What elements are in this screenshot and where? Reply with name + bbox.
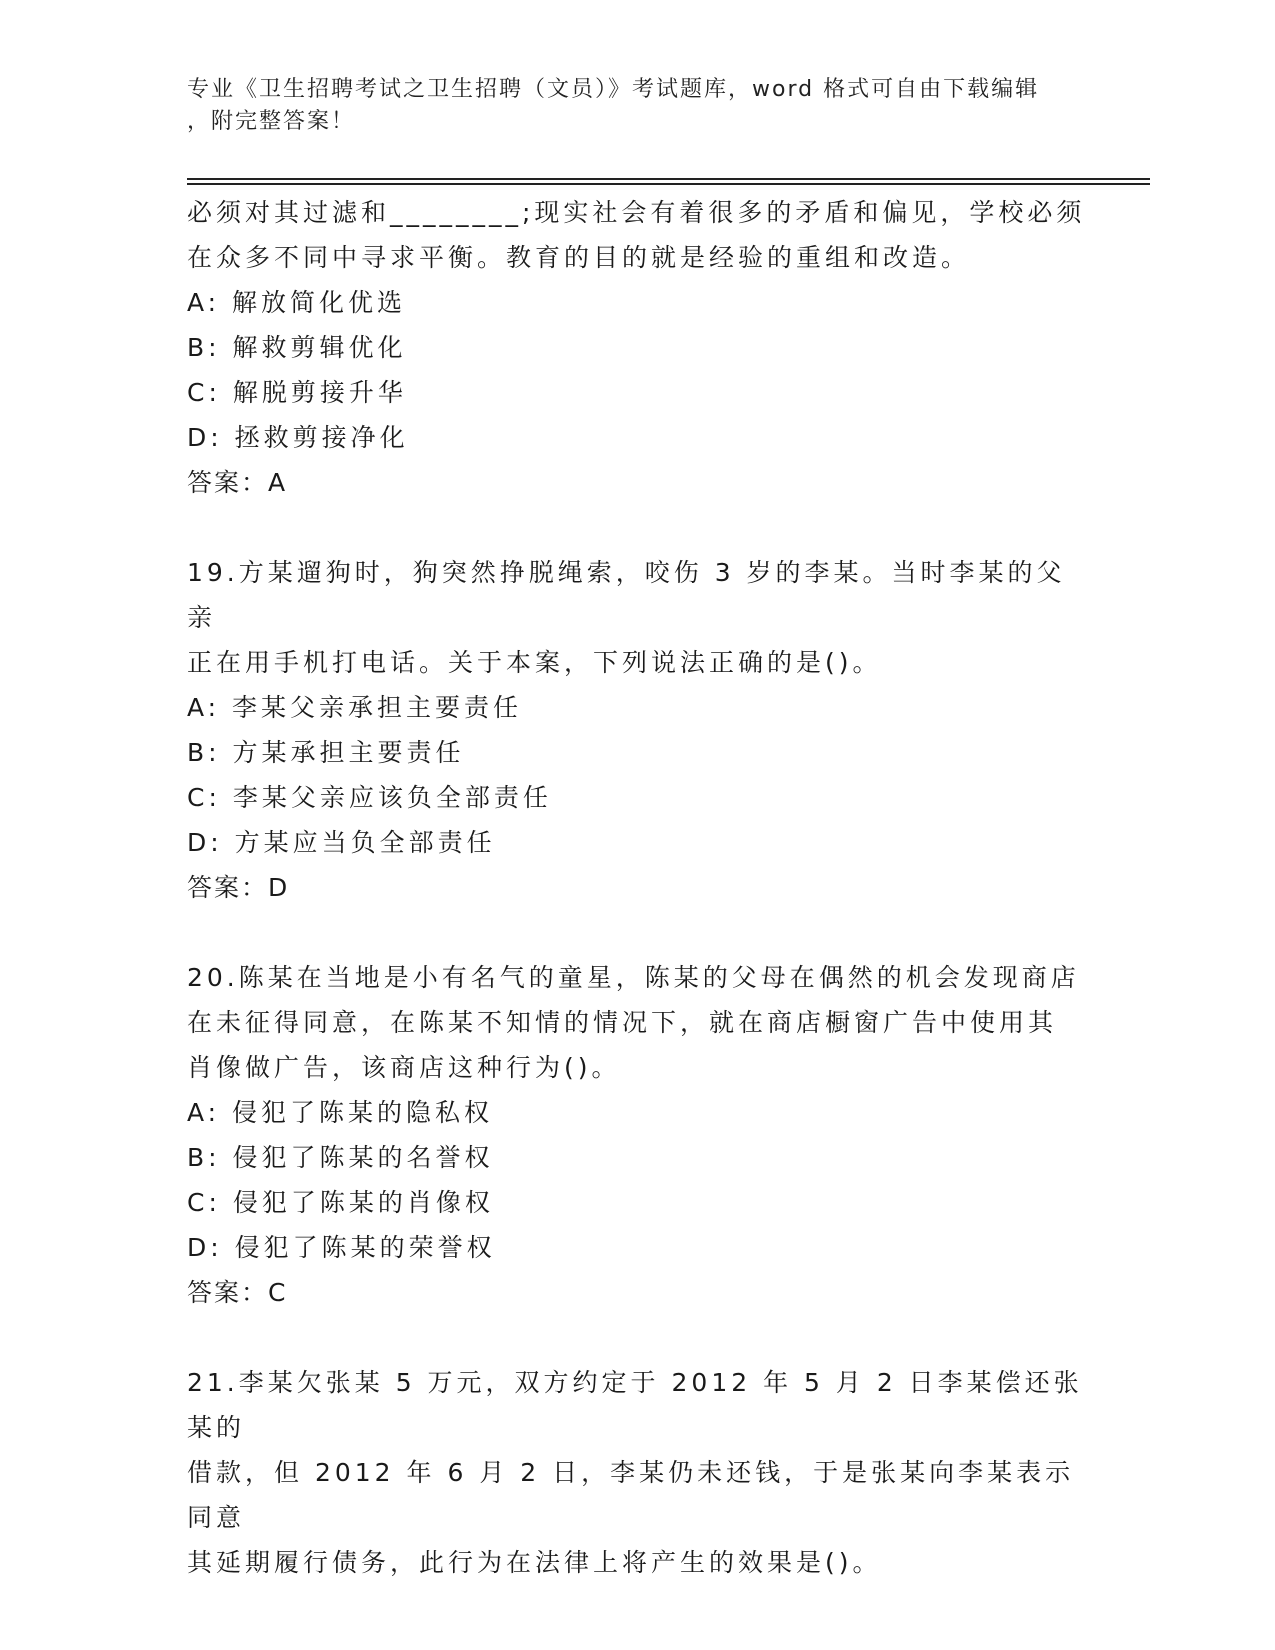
option-b: B: 侵犯了陈某的名誉权: [187, 1143, 494, 1172]
header-rule-top: [187, 178, 1150, 180]
page-header: [187, 74, 1067, 138]
option-b: B: 方某承担主要责任: [187, 738, 465, 767]
question-text-line: 在未征得同意，在陈某不知情的情况下，就在商店橱窗广告中使用其: [187, 1008, 1058, 1037]
question-text-line: 必须对其过滤和________;现实社会有着很多的矛盾和偏见，学校必须: [187, 198, 1086, 227]
option-a: A: 李某父亲承担主要责任: [187, 693, 523, 722]
question-text-line: 在众多不同中寻求平衡。教育的目的就是经验的重组和改造。: [187, 243, 971, 272]
option-d: D: 侵犯了陈某的荣誉权: [187, 1233, 496, 1262]
option-d: D: 拯救剪接净化: [187, 423, 409, 452]
header-line-2: ，附完整答案！: [187, 109, 356, 134]
question-text-line: 其延期履行债务，此行为在法律上将产生的效果是()。: [187, 1548, 882, 1577]
option-a: A: 侵犯了陈某的隐私权: [187, 1098, 494, 1127]
question-text-line: 19.方某遛狗时，狗突然挣脱绳索，咬伤 3 岁的李某。当时李某的父亲: [187, 558, 1066, 632]
option-d: D: 方某应当负全部责任: [187, 828, 496, 857]
spacer: [187, 505, 1087, 550]
option-a: A: 解放简化优选: [187, 288, 407, 317]
header-rule-bottom: [187, 183, 1150, 185]
question-18-tail: [187, 190, 1087, 505]
question-text-line: 借款，但 2012 年 6 月 2 日，李某仍未还钱，于是张某向李某表示同意: [187, 1458, 1075, 1532]
question-text-line: 正在用手机打电话。关于本案，下列说法正确的是()。: [187, 648, 882, 677]
question-text-line: 肖像做广告，该商店这种行为()。: [187, 1053, 621, 1082]
option-c: C: 侵犯了陈某的肖像权: [187, 1188, 494, 1217]
question-21: [187, 1360, 1087, 1585]
spacer: [187, 1315, 1087, 1360]
header-line-1: 专业《卫生招聘考试之卫生招聘（文员）》考试题库，word 格式可自由下载编辑: [187, 77, 1040, 102]
option-c: C: 解脱剪接升华: [187, 378, 407, 407]
option-c: C: 李某父亲应该负全部责任: [187, 783, 552, 812]
question-text-line: 20.陈某在当地是小有名气的童星，陈某的父母在偶然的机会发现商店: [187, 963, 1080, 992]
answer-line: 答案：C: [187, 1278, 288, 1307]
document-body: [187, 190, 1087, 1585]
spacer: [187, 910, 1087, 955]
question-19: [187, 550, 1087, 910]
question-text-line: 21.李某欠张某 5 万元，双方约定于 2012 年 5 月 2 日李某偿还张某的: [187, 1368, 1083, 1442]
question-20: [187, 955, 1087, 1315]
answer-line: 答案：D: [187, 873, 290, 902]
option-b: B: 解救剪辑优化: [187, 333, 407, 362]
answer-line: 答案：A: [187, 468, 288, 497]
